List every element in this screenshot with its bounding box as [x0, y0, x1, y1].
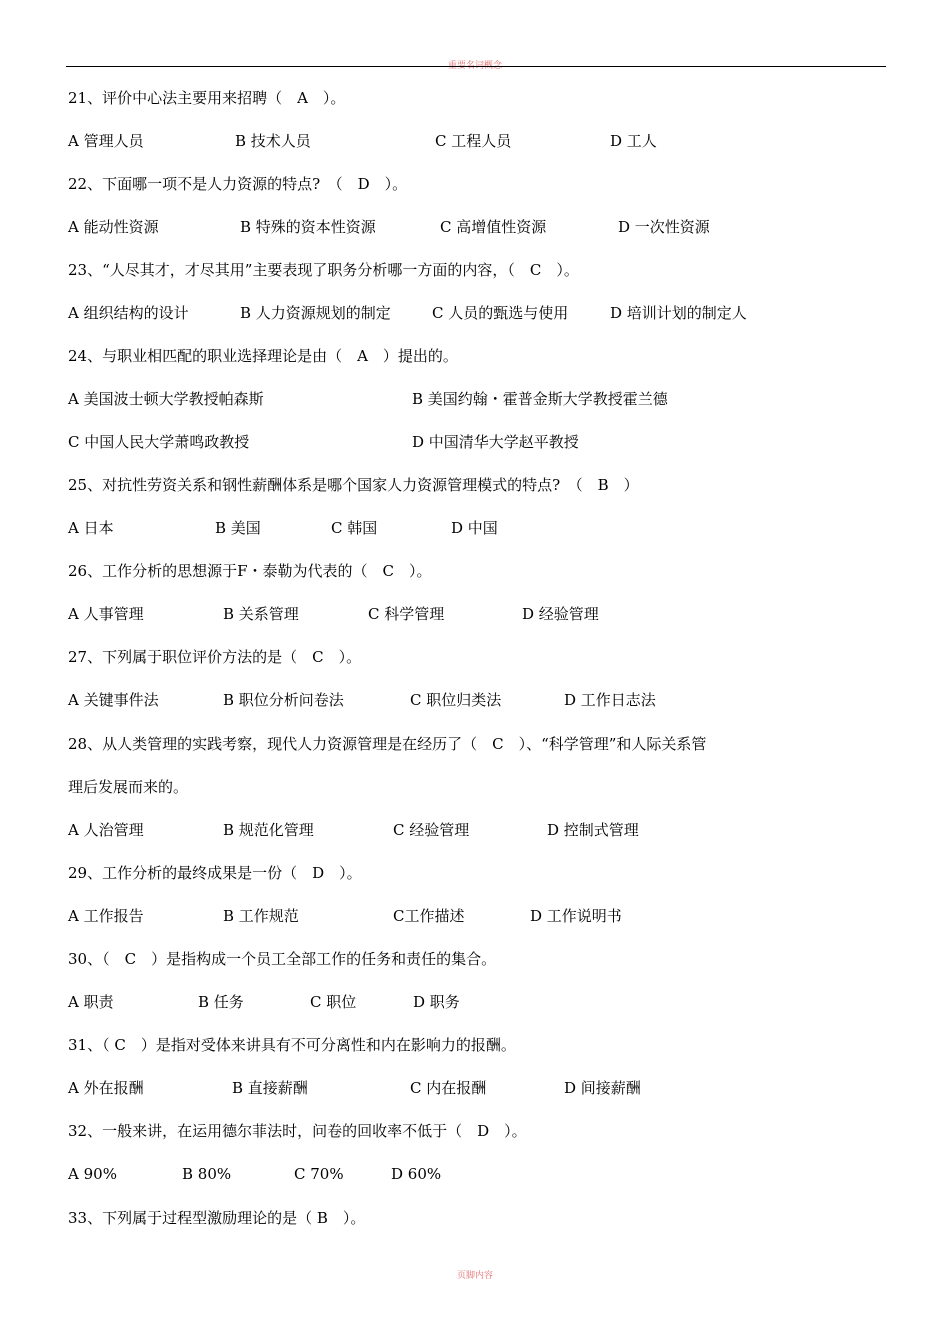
option: A 工作报告 — [68, 907, 144, 925]
option: A 管理人员 — [68, 132, 144, 150]
option: C 人员的甄选与使用 — [432, 304, 569, 322]
option: C 韩国 — [331, 519, 378, 537]
option: B 美国约翰・霍普金斯大学教授霍兰德 — [412, 390, 668, 408]
option: B 任务 — [198, 993, 244, 1011]
option: A 人治管理 — [68, 821, 144, 839]
option: C 中国人民大学萧鸣政教授 — [68, 433, 250, 451]
option: D 工人 — [610, 132, 657, 150]
question-stem-continued: 理后发展而来的。 — [68, 778, 189, 796]
question-stem: 28、从人类管理的实践考察，现代人力资源管理是在经历了（ C ）、“科学管理”和人际关系管 — [68, 735, 707, 753]
question-stem: 25、对抗性劳资关系和钢性薪酬体系是哪个国家人力资源管理模式的特点? （ B ） — [68, 476, 639, 494]
option: B 工作规范 — [223, 907, 299, 925]
option: B 美国 — [215, 519, 261, 537]
option: A 90% — [68, 1165, 117, 1183]
question-stem: 26、工作分析的思想源于F・泰勒为代表的（ C ）。 — [68, 562, 432, 580]
question-stem: 30、（ C ）是指构成一个员工全部工作的任务和责任的集合。 — [68, 950, 497, 968]
question-stem: 27、下列属于职位评价方法的是（ C ）。 — [68, 648, 362, 666]
question-stem: 29、工作分析的最终成果是一份（ D ）。 — [68, 864, 362, 882]
header-text: 重要名词概念 — [447, 61, 502, 71]
question-stem: 33、下列属于过程型激励理论的是（ B ）。 — [68, 1209, 366, 1227]
option: D 中国 — [451, 519, 498, 537]
option: A 能动性资源 — [68, 218, 159, 236]
option: D 一次性资源 — [618, 218, 710, 236]
question-stem: 22、下面哪一项不是人力资源的特点? （ D ）。 — [68, 175, 408, 193]
option: D 间接薪酬 — [564, 1079, 641, 1097]
option: D 工作日志法 — [564, 691, 656, 709]
option: A 关键事件法 — [68, 691, 159, 709]
option: D 经验管理 — [522, 605, 599, 623]
option: A 外在报酬 — [68, 1079, 144, 1097]
option: B 80% — [182, 1165, 232, 1183]
option: C 高增值性资源 — [440, 218, 547, 236]
option: C 科学管理 — [368, 605, 445, 623]
option: A 美国波士顿大学教授帕森斯 — [68, 390, 264, 408]
option: C 职位归类法 — [410, 691, 502, 709]
option: D 工作说明书 — [530, 907, 622, 925]
option: A 日本 — [68, 519, 114, 537]
option: D 职务 — [413, 993, 460, 1011]
option: B 人力资源规划的制定 — [240, 304, 391, 322]
question-stem: 23、“人尽其才，才尽其用”主要表现了职务分析哪一方面的内容，（ C ）。 — [68, 261, 579, 279]
option: A 人事管理 — [68, 605, 144, 623]
question-stem: 24、与职业相匹配的职业选择理论是由（ A ）提出的。 — [68, 347, 458, 365]
question-stem: 32、一般来讲，在运用德尔菲法时，问卷的回收率不低于（ D ）。 — [68, 1122, 527, 1140]
question-stem: 21、评价中心法主要用来招聘（ A ）。 — [68, 89, 346, 107]
option: C 经验管理 — [393, 821, 470, 839]
option: D 控制式管理 — [547, 821, 639, 839]
page-footer: 页脚内容 — [456, 1271, 493, 1281]
option: D 60% — [391, 1165, 442, 1183]
option: C 内在报酬 — [410, 1079, 487, 1097]
question-stem: 31、（ C ）是指对受体来讲具有不可分离性和内在影响力的报酬。 — [68, 1036, 516, 1054]
option: B 职位分析问卷法 — [223, 691, 344, 709]
option: C 职位 — [310, 993, 357, 1011]
header-rule — [66, 66, 886, 67]
option: D 培训计划的制定人 — [610, 304, 747, 322]
option: C 工程人员 — [435, 132, 512, 150]
option: C工作描述 — [393, 907, 465, 925]
option: A 组织结构的设计 — [68, 304, 189, 322]
option: A 职责 — [68, 993, 114, 1011]
option: B 直接薪酬 — [232, 1079, 308, 1097]
option: C 70% — [294, 1165, 344, 1183]
option: B 特殊的资本性资源 — [240, 218, 376, 236]
option: B 技术人员 — [235, 132, 311, 150]
option: B 关系管理 — [223, 605, 299, 623]
option: D 中国清华大学赵平教授 — [412, 433, 579, 451]
option: B 规范化管理 — [223, 821, 314, 839]
